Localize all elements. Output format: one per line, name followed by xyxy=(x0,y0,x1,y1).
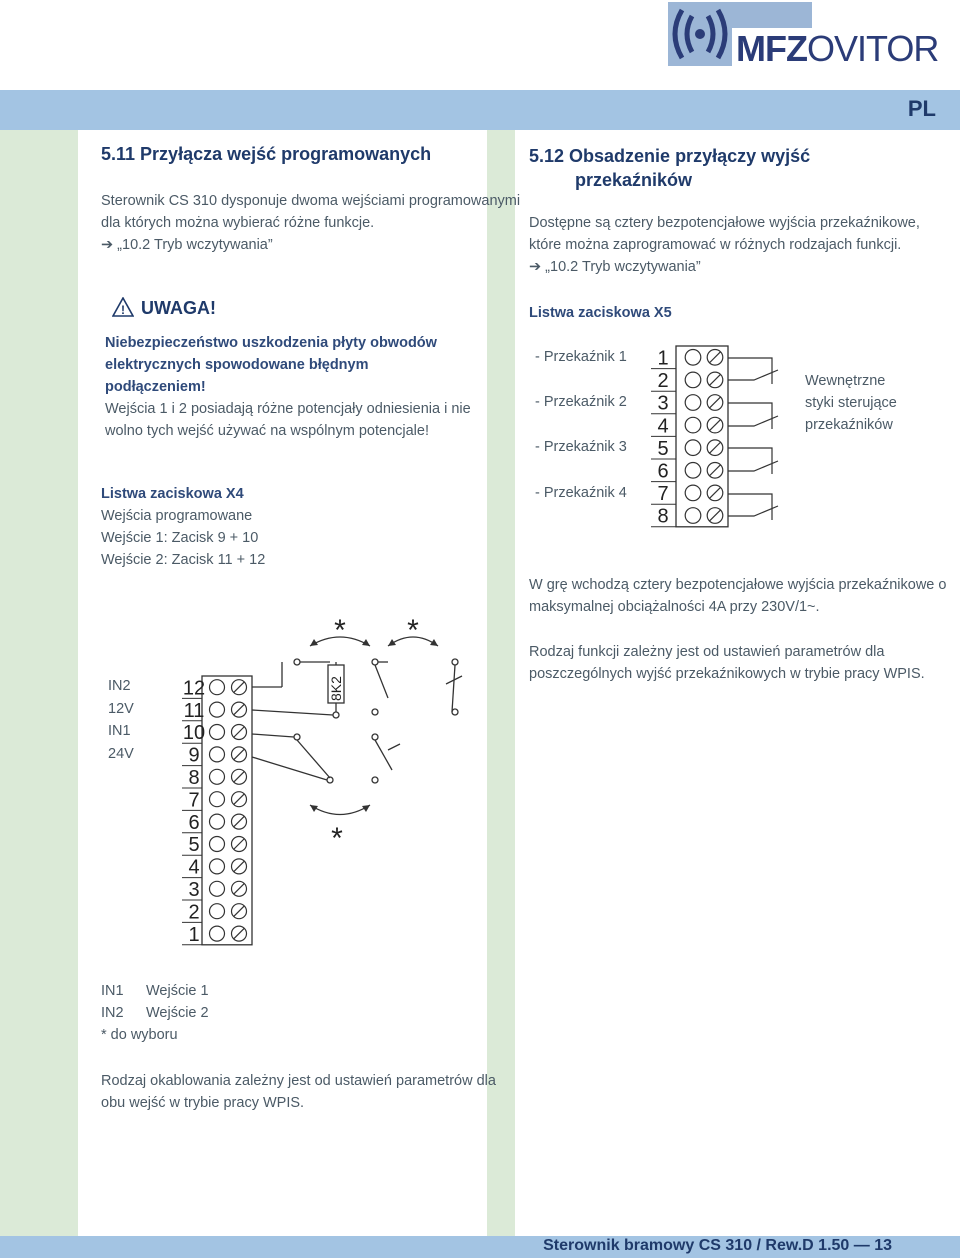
left-margin-band xyxy=(0,130,78,1236)
warning-icon xyxy=(112,297,134,317)
terminal-number-1: 1 xyxy=(657,347,669,370)
warning-title: UWAGA! xyxy=(141,298,216,318)
relay-label-2: - Przekaźnik 2 xyxy=(535,394,627,410)
right-intro: Dostępne są cztery bezpotencjałowe wyjścia przekaźnikowe, które można zaprogramować w różnych rodzajach funkcji. ➔ „10.2 Tryb wczytywania” xyxy=(529,212,920,278)
wiring-note: Rodzaj okablowania zależny jest od ustawień parametrów dla obu wejść w trybie pracy WPIS. xyxy=(101,1073,496,1111)
svg-text:!: ! xyxy=(121,303,125,317)
relay-label-3: - Przekaźnik 3 xyxy=(535,439,627,455)
terminal-hole xyxy=(685,372,701,388)
link-10-2[interactable]: ➔ „10.2 Tryb wczytywania” xyxy=(101,237,273,253)
relay-label-4: - Przekaźnik 4 xyxy=(535,485,627,501)
label-12v: 12V xyxy=(108,701,134,717)
terminal-hole xyxy=(685,440,701,456)
relay-load-text: W grę wchodzą cztery bezpotencjałowe wyjścia przekaźnikowe o maksymalnej obciążalności 4A przy 230V/1~. xyxy=(529,577,947,615)
terminal-hole xyxy=(685,508,701,524)
terminal-number-12: 12 xyxy=(182,677,206,700)
terminal-number-7: 7 xyxy=(188,789,200,812)
terminal-hole xyxy=(685,485,701,501)
contacts-label: Wewnętrzne styki sterujące przekaźników xyxy=(805,373,897,433)
terminal-number-4: 4 xyxy=(188,856,200,879)
section-title-5-12: 5.12 Obsadzenie przyłączy wyjść przekaźników xyxy=(529,146,811,190)
terminal-hole xyxy=(210,881,225,896)
x4-description: Listwa zaciskowa X4 Wejścia programowane Wejście 1: Zacisk 9 + 10 Wejście 2: Zacisk 11 + 12 xyxy=(101,486,266,568)
terminal-number-11: 11 xyxy=(183,699,205,722)
warning-text: Niebezpieczeństwo uszkodzenia płyty obwodów elektrycznych spowodowane błędnym podłączeniem! Wejścia 1 i 2 posiadają różne potencjały odniesienia i nie wolno tych wejść używać na wspólnym potencjale! xyxy=(105,335,471,439)
footer-text: Sterownik bramowy CS 310 / Rew.D 1.50 — 13 xyxy=(543,1237,892,1254)
terminal-number-3: 3 xyxy=(657,392,669,415)
terminal-hole xyxy=(210,926,225,941)
terminal-number-8: 8 xyxy=(188,767,200,789)
terminal-hole xyxy=(210,747,225,762)
terminal-number-8: 8 xyxy=(657,505,669,528)
terminal-number-2: 2 xyxy=(657,370,669,393)
terminal-hole xyxy=(210,904,225,919)
star-label-3: * xyxy=(331,822,343,855)
terminal-hole xyxy=(685,350,701,366)
terminal-hole xyxy=(685,417,701,433)
legend: IN1 Wejście 1 IN2 Wejście 2 * do wyboru xyxy=(101,983,209,1043)
terminal-number-2: 2 xyxy=(188,901,200,924)
terminal-hole xyxy=(210,837,225,852)
x5-title: Listwa zaciskowa X5 xyxy=(529,305,672,321)
label-24v: 24V xyxy=(108,746,134,762)
terminal-hole xyxy=(210,792,225,807)
left-intro: Sterownik CS 310 dysponuje dwoma wejściami programowanymi dla których można wybierać różne funkcje. ➔ „10.2 Tryb wczytywania” xyxy=(101,190,520,256)
terminal-number-1: 1 xyxy=(188,923,200,946)
section-title-5-11: 5.11 Przyłącza wejść programowanych xyxy=(101,144,432,164)
terminal-hole xyxy=(210,702,225,717)
resistor-label: 8K2 xyxy=(328,676,344,701)
terminal-hole xyxy=(210,725,225,740)
terminal-block-x5-diagram xyxy=(650,342,790,532)
relay-label-1: - Przekaźnik 1 xyxy=(535,349,627,365)
terminal-hole xyxy=(210,814,225,829)
relay-function-text: Rodzaj funkcji zależny jest od ustawień parametrów dla poszczególnych wyjść przekaźnikowych w trybie pracy WPIS. xyxy=(529,644,925,682)
terminal-number-3: 3 xyxy=(188,879,200,901)
label-in2: IN2 xyxy=(108,678,131,694)
terminal-number-4: 4 xyxy=(657,415,669,438)
terminal-number-6: 6 xyxy=(188,811,200,834)
terminal-number-9: 9 xyxy=(188,744,200,767)
label-in1: IN1 xyxy=(108,723,131,739)
terminal-number-6: 6 xyxy=(657,460,669,483)
terminal-hole xyxy=(210,769,225,784)
brand-name: MFZOVITOR xyxy=(736,28,939,69)
terminal-hole xyxy=(685,463,701,479)
terminal-number-5: 5 xyxy=(188,834,200,857)
terminal-number-7: 7 xyxy=(657,483,669,506)
terminal-number-5: 5 xyxy=(657,437,669,460)
star-label-1: * xyxy=(334,614,346,647)
terminal-number-10: 10 xyxy=(182,722,206,745)
header-band xyxy=(0,90,960,130)
terminal-hole xyxy=(210,859,225,874)
language-label: PL xyxy=(907,96,936,121)
terminal-hole xyxy=(210,680,225,695)
terminal-hole xyxy=(685,395,701,411)
star-label-2: * xyxy=(407,614,419,647)
link-10-2-right[interactable]: ➔ „10.2 Tryb wczytywania” xyxy=(529,259,701,275)
terminal-block-x4-diagram xyxy=(170,600,470,950)
